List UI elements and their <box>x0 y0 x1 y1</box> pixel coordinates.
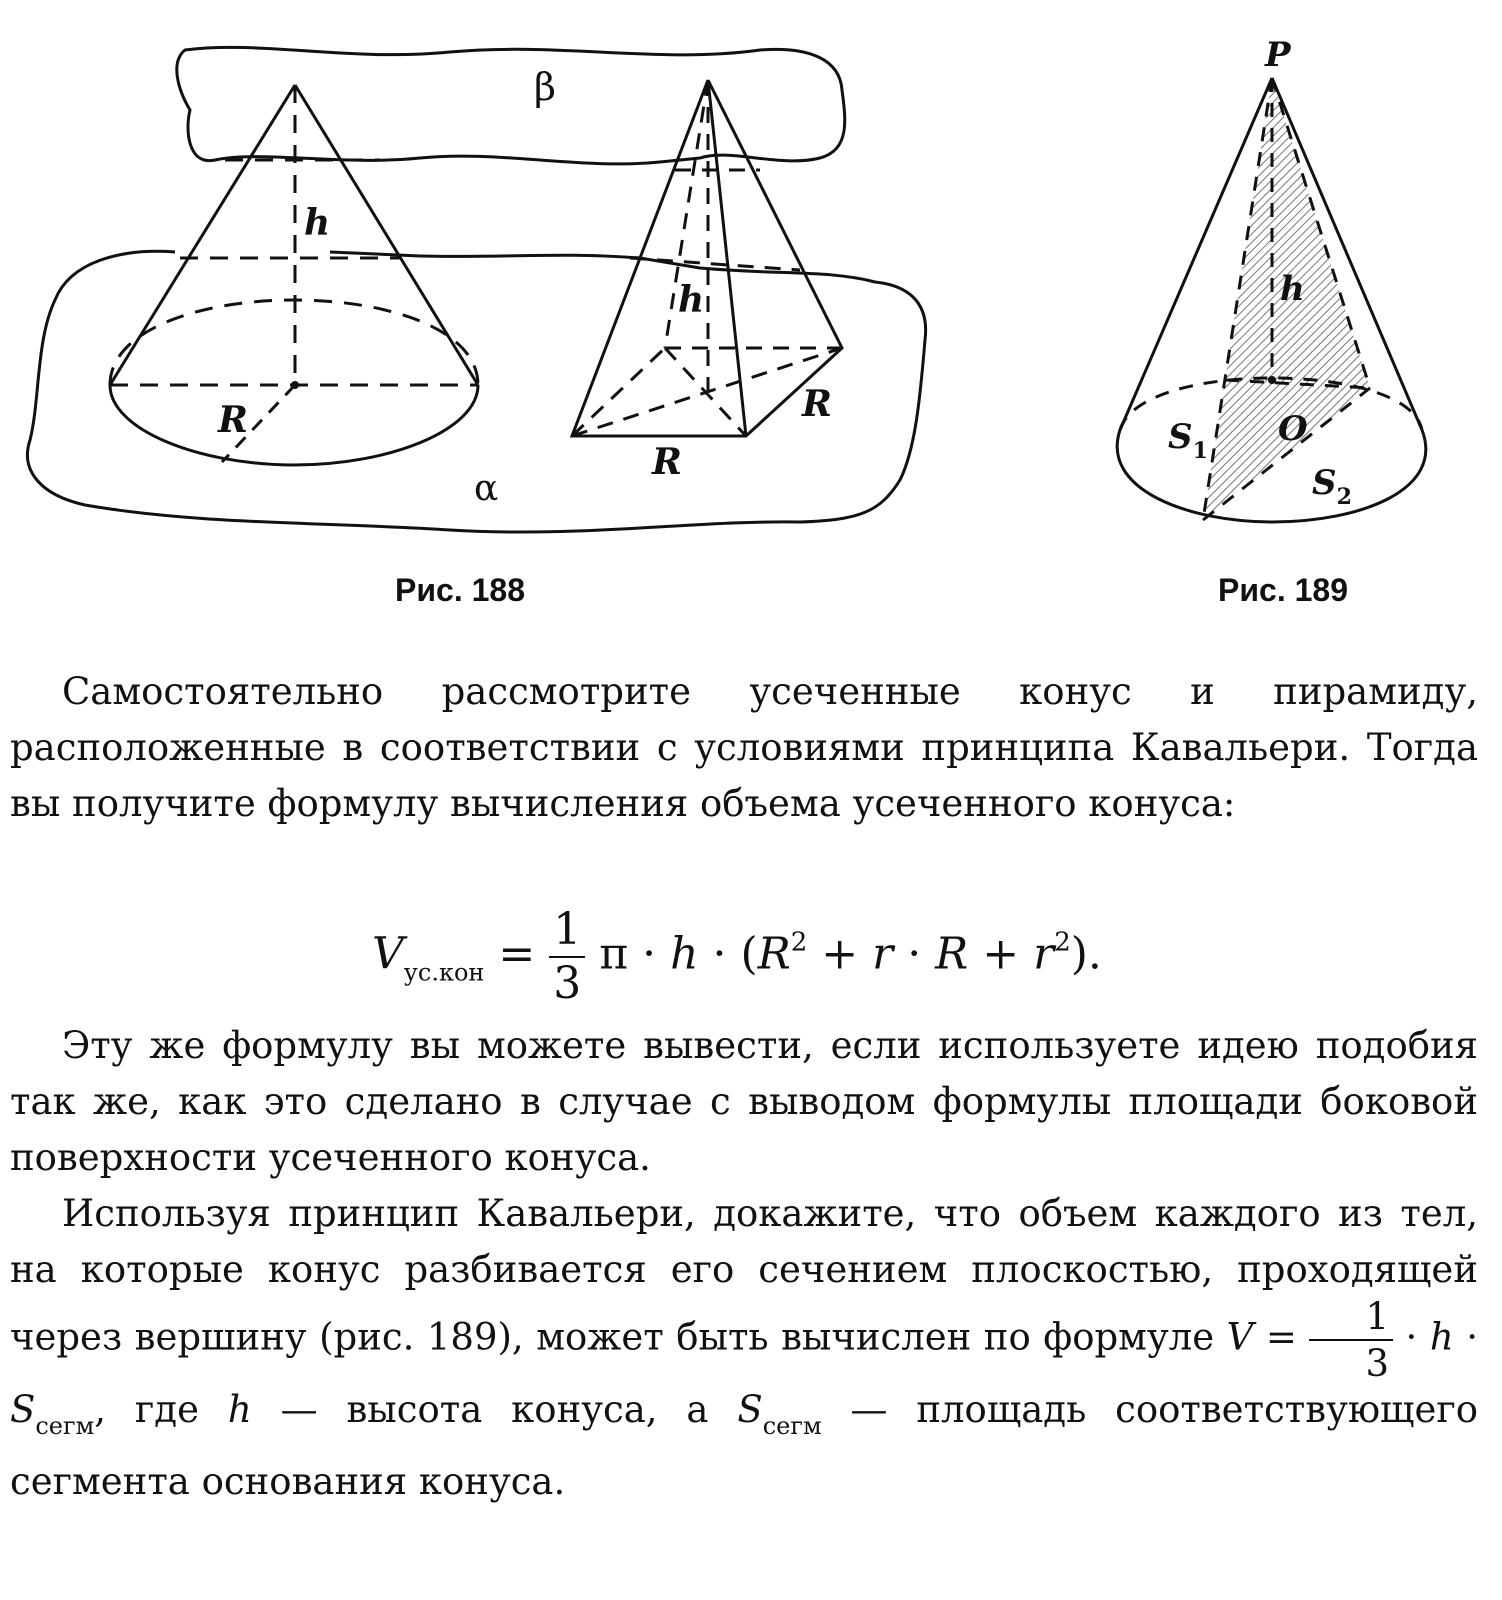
figures-illustration <box>0 0 1502 640</box>
label-P: P <box>1265 35 1291 75</box>
p3-S-2: S <box>737 1388 763 1431</box>
label-beta: β <box>534 65 556 109</box>
formula-plus-2: + <box>968 928 1034 980</box>
caption-fig-189: Рис. 189 <box>1218 572 1348 608</box>
p3-eq: = <box>1253 1315 1310 1359</box>
label-h-189: h <box>1280 269 1305 309</box>
formula-pi: π · <box>599 928 671 980</box>
figure-189 <box>1117 78 1426 522</box>
formula-fraction <box>549 904 585 1009</box>
p3-h: h <box>1429 1315 1454 1359</box>
p3-dot-1: · <box>1393 1315 1430 1359</box>
paragraph-1-text: Самостоятельно рассмотрите усеченные конус и пирамиду, расположенные в соответствии с условиями принципа Кавальери. Тогда вы получите формулу вычисления объема усеченного конуса: <box>10 670 1478 825</box>
p3-S-subscript: сегм <box>35 1412 95 1440</box>
formula-r: r <box>872 928 894 980</box>
label-alpha: α <box>474 468 499 509</box>
p3-fraction-denominator: 3 <box>1365 1342 1390 1385</box>
p3-part-c: — высота конуса, а <box>251 1388 738 1431</box>
paragraph-3-text <box>10 1186 1478 1510</box>
paragraph-2-text: Эту же формулу вы можете вывести, если используете идею подобия так же, как это сделано в случае с выводом формулы площади боковой поверхности усеченного конуса. <box>10 1024 1478 1179</box>
p3-part-b: , где <box>94 1388 228 1431</box>
plane-beta <box>177 47 845 164</box>
formula-V: V <box>372 928 404 980</box>
p3-fraction-numerator: 1 <box>1309 1298 1393 1341</box>
formula-R-power: 2 <box>790 927 808 958</box>
p3-part-a: Используя принцип Кавальери, докажите, что объем каждого из тел, на которые конус разбивается его сечением плоскостью, проходящей через вершину (рис. 189), может быть вычислен по формуле <box>10 1192 1478 1359</box>
label-pyramid-h: h <box>678 279 705 321</box>
figure-188 <box>27 47 925 532</box>
formula-open: · ( <box>698 928 758 980</box>
p3-S: S <box>10 1388 36 1431</box>
formula-frustum-volume <box>0 900 1502 1009</box>
fraction-numerator: 1 <box>549 908 585 958</box>
formula-R: R <box>757 928 791 980</box>
p3-S-2-subscript: сегм <box>762 1412 822 1440</box>
formula-r-2: r <box>1033 928 1055 980</box>
p3-fraction <box>1309 1295 1393 1385</box>
paragraph-1 <box>10 664 1478 832</box>
formula-h: h <box>670 928 699 980</box>
label-pyramid-R-base: R <box>652 441 682 483</box>
formula-plus-1: + <box>807 928 873 980</box>
formula-r-power: 2 <box>1054 927 1071 958</box>
label-pyramid-R-side: R <box>802 383 832 425</box>
label-cone-h: h <box>304 202 331 244</box>
p3-V: V <box>1226 1315 1254 1359</box>
label-S2: $S_2$ <box>1312 463 1352 510</box>
formula-close: ). <box>1070 928 1102 980</box>
label-cone-R: R <box>218 399 248 441</box>
formula-R-2: R <box>935 928 969 980</box>
formula-dot: · <box>893 928 936 980</box>
p3-dot-2: · <box>1453 1315 1478 1359</box>
cone-base-front <box>110 385 478 465</box>
caption-fig-188: Рис. 188 <box>395 572 525 608</box>
p3-h-2: h <box>227 1388 252 1431</box>
label-O: O <box>1278 409 1308 449</box>
formula-equals: = <box>484 928 550 980</box>
p3-part-d: — площадь соответствующего сегмента основания конуса. <box>10 1388 1479 1503</box>
formula-V-subscript: ус.кон <box>403 958 485 987</box>
fraction-denominator: 3 <box>553 958 582 1009</box>
label-S1: $S_1$ <box>1168 417 1208 464</box>
paragraph-3 <box>10 1186 1478 1510</box>
paragraph-2 <box>10 1018 1478 1186</box>
